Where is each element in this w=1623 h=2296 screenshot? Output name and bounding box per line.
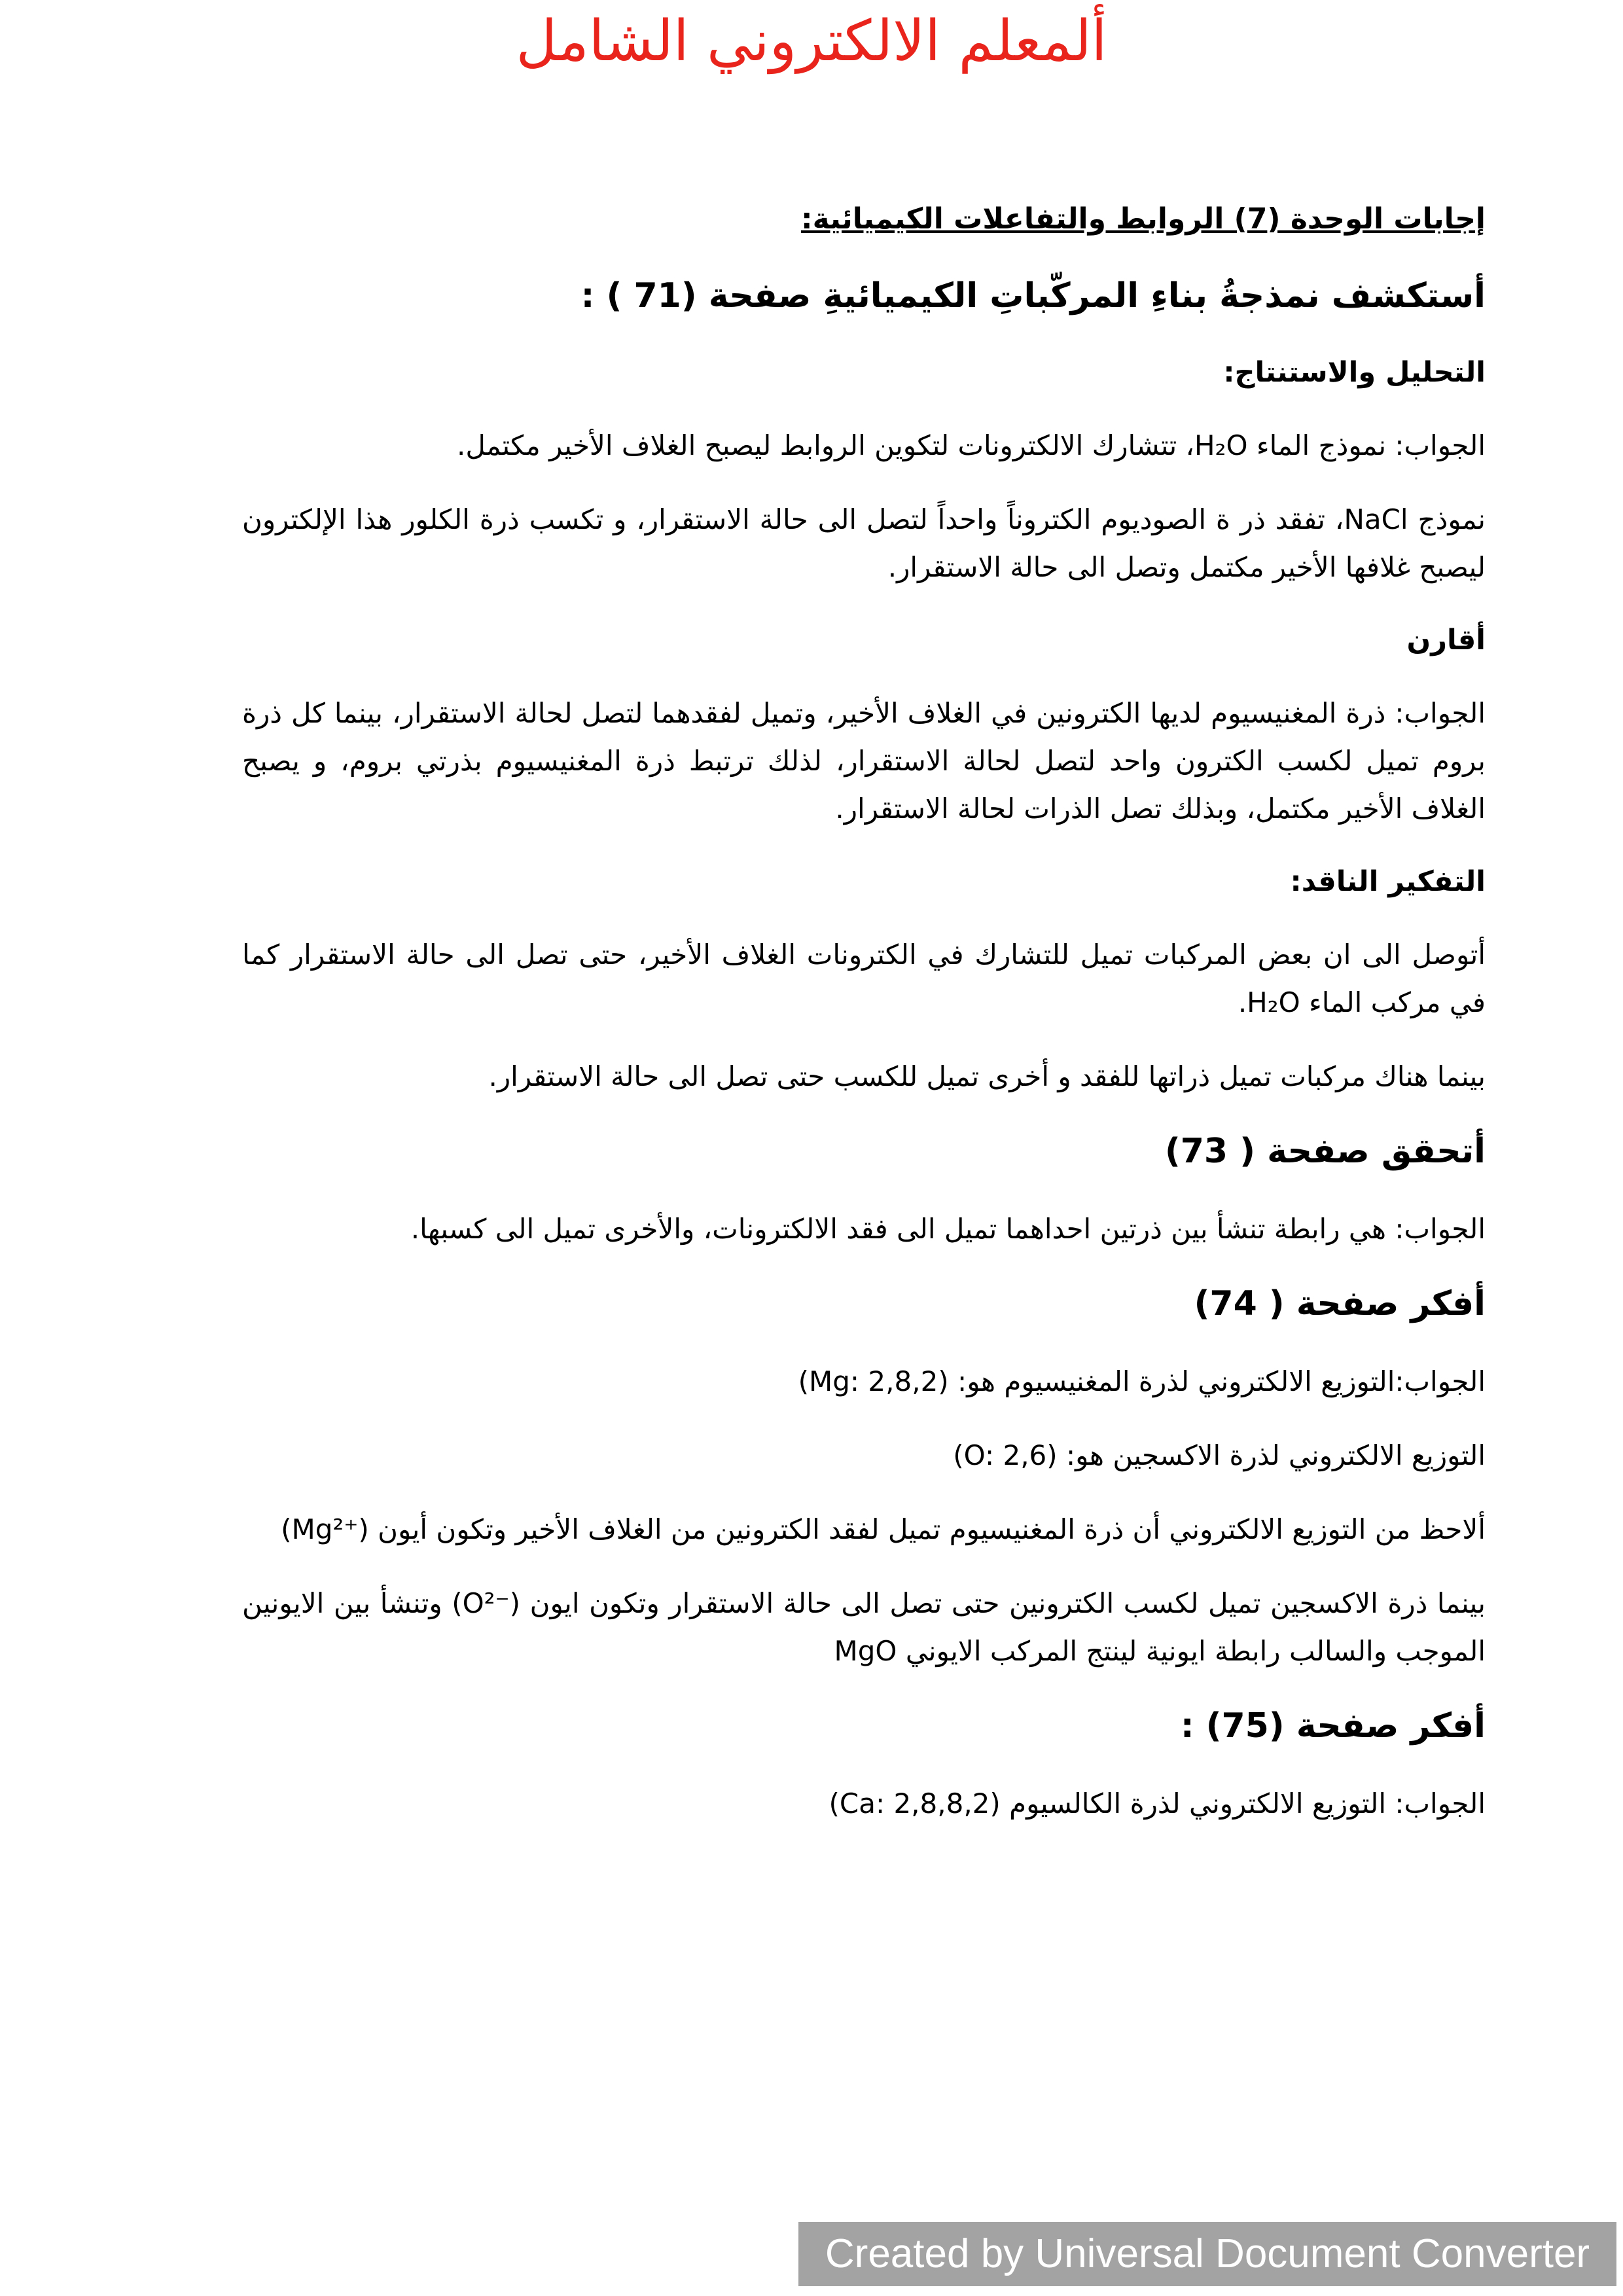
answer-text: التوزيع الالكتروني لذرة الاكسجين هو:: [1057, 1439, 1486, 1471]
o-configuration: [242, 1431, 1486, 1479]
answer-text: ، تفقد ذر ة الصوديوم الكتروناً واحداً لتصل الى حالة الاستقرار، و تكسب ذرة الكلور هذا الإلكترون ليصبح غلافها الأخير مكتمل وتصل الى حالة الاستقرار.: [242, 503, 1486, 583]
mg-ion: (Mg²⁺): [281, 1513, 369, 1545]
answer-text: الجواب: التوزيع الالكتروني لذرة الكالسيوم: [1000, 1787, 1486, 1820]
critical-thinking-heading: التفكير الناقد:: [1290, 865, 1486, 898]
critical-thinking-paragraph: بينما هناك مركبات تميل ذراتها للفقد و أخرى تميل للكسب حتى تصل الى حالة الاستقرار.: [488, 1060, 1486, 1092]
compare-heading: أقارن: [1406, 624, 1486, 656]
ca-config-value: (Ca: 2,8,8,2): [829, 1787, 1001, 1820]
answer-text: الجواب:التوزيع الالكتروني لذرة المغنيسيوم هو:: [948, 1365, 1486, 1397]
mg-config-value: (Mg: 2,8,2): [798, 1365, 949, 1397]
ca-configuration: [242, 1780, 1486, 1827]
nacl-model-answer: [242, 495, 1486, 591]
section-75-title: أفكر صفحة (75) :: [1180, 1706, 1486, 1746]
water-model-answer: [242, 422, 1486, 469]
analysis-heading: التحليل والاستنتاج:: [1223, 356, 1486, 389]
ionic-bond-answer: الجواب: هي رابطة تنشأ بين ذرتين احداهما تميل الى فقد الالكترونات، والأخرى تميل الى كسبها.: [410, 1213, 1486, 1245]
answer-text: بينما ذرة الاكسجين تميل لكسب الكترونين حتى تصل الى حالة الاستقرار وتكون ايون: [520, 1587, 1486, 1619]
section-74-title: أفكر صفحة ( 74): [1194, 1284, 1486, 1323]
section-73-title: أتحقق صفحة ( 73): [1164, 1132, 1486, 1171]
o-config-value: (O: 2,6): [953, 1439, 1058, 1471]
section-71-title: أستكشف نمذجةُ بناءِ المركّباتِ الكيميائيةِ صفحة (71 ) :: [580, 276, 1486, 315]
answer-text: ألاحظ من التوزيع الالكتروني أن ذرة المغنيسيوم تميل لفقد الكترونين من الغلاف الأخير وتكون أيون: [368, 1513, 1486, 1545]
answer-text: ، تتشارك الالكترونات لتكوين الروابط ليصبح الغلاف الأخير مكتمل.: [456, 429, 1195, 461]
converter-watermark: Created by Universal Document Converter: [798, 2222, 1616, 2286]
unit-title: إجابات الوحدة (7) الروابط والتفاعلات الكيميائية:: [800, 202, 1486, 236]
oxygen-ion-note: [242, 1579, 1486, 1675]
answer-text: أتوصل الى ان بعض المركبات تميل للتشارك في الكترونات الغلاف الأخير، حتى تصل الى حالة الاستقرار كما في مركب الماء: [242, 939, 1486, 1018]
page-title: ألمعلم الالكتروني الشامل: [516, 9, 1107, 74]
water-formula: H₂O: [1194, 429, 1248, 461]
answer-text: وتنشأ بين الايونين الموجب والسالب رابطة ايونية لينتج المركب الايوني: [242, 1587, 1486, 1667]
answer-text: نموذج: [1408, 503, 1486, 535]
nacl-formula: NaCl: [1344, 503, 1408, 535]
water-formula: H₂O: [1247, 986, 1300, 1018]
o-ion: (O²⁻): [452, 1587, 521, 1619]
compare-answer: الجواب: ذرة المغنيسيوم لديها الكترونين في الغلاف الأخير، وتميل لفقدهما لتصل لحالة الاستقرار، بينما كل ذرة بروم تميل لكسب الكترون واحد لتصل لحالة الاستقرار، لذلك ترتبط ذرة المغنيسيوم بذرتي بروم، و يصبح الغلاف الأخير مكتمل، وبذلك تصل الذرات لحالة الاستقرار.: [242, 697, 1486, 825]
mgo-formula: MgO: [834, 1635, 897, 1667]
mg-ion-note: [242, 1505, 1486, 1553]
document-body: [242, 190, 1486, 1854]
mg-configuration: [242, 1357, 1486, 1405]
answer-text: الجواب: نموذج الماء: [1247, 429, 1486, 461]
critical-thinking-paragraph: [242, 931, 1486, 1026]
answer-text: .: [1238, 986, 1247, 1018]
